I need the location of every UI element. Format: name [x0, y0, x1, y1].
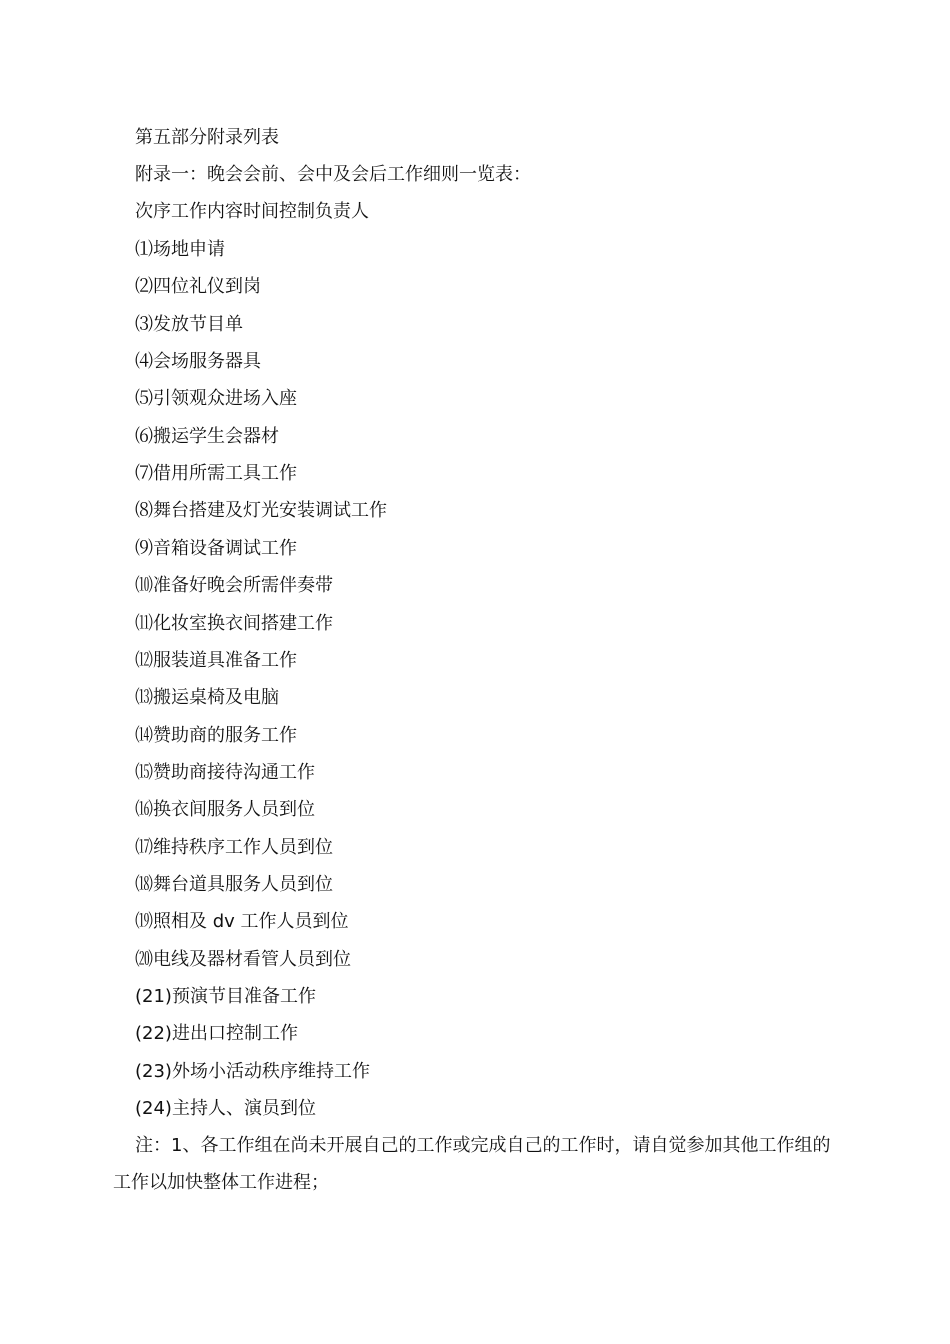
list-item: ⑽准备好晚会所需伴奏带 [135, 575, 333, 597]
list-item: ⑼音箱设备调试工作 [135, 537, 297, 559]
list-item: ⑷会场服务器具 [135, 351, 261, 373]
section-heading: 第五部分附录列表 [135, 127, 279, 148]
list-item: ⑾化妆室换衣间搭建工作 [135, 612, 333, 634]
list-item: ⒅舞台道具服务人员到位 [135, 873, 333, 895]
list-item: ⑴场地申请 [135, 239, 225, 260]
list-item: ⑹搬运学生会器材 [135, 425, 279, 447]
footnote: 注：1、各工作组在尚未开展自己的工作或完成自己的工作时，请自觉参加其他工作组的工作以加快整体工作进程； [113, 1135, 831, 1193]
list-item: ⑿服装道具准备工作 [135, 649, 297, 671]
list-item: ⒇电线及器材看管人员到位 [135, 948, 351, 970]
list-item: ⑵四位礼仪到岗 [135, 276, 261, 298]
list-item: (24)主持人、演员到位 [135, 1098, 316, 1120]
table-header: 次序工作内容时间控制负责人 [135, 201, 369, 222]
list-item: ⒀搬运桌椅及电脑 [135, 687, 279, 709]
list-item: ⒃换衣间服务人员到位 [135, 799, 315, 821]
list-item: ⑶发放节目单 [135, 313, 243, 335]
list-item: (21)预演节目准备工作 [135, 986, 316, 1007]
list-item: (22)进出口控制工作 [135, 1023, 298, 1045]
list-item: ⑻舞台搭建及灯光安装调试工作 [135, 500, 387, 522]
list-item: ⒂赞助商接待沟通工作 [135, 761, 315, 783]
list-item: ⑺借用所需工具工作 [135, 463, 297, 485]
list-item: ⒄维持秩序工作人员到位 [135, 836, 333, 858]
list-item: ⒁赞助商的服务工作 [135, 724, 297, 746]
list-item: (23)外场小活动秩序维持工作 [135, 1060, 370, 1082]
list-item: ⒆照相及 dv 工作人员到位 [135, 911, 349, 933]
appendix-title: 附录一：晚会会前、会中及会后工作细则一览表： [135, 164, 531, 185]
list-item: ⑸引领观众进场入座 [135, 388, 297, 410]
